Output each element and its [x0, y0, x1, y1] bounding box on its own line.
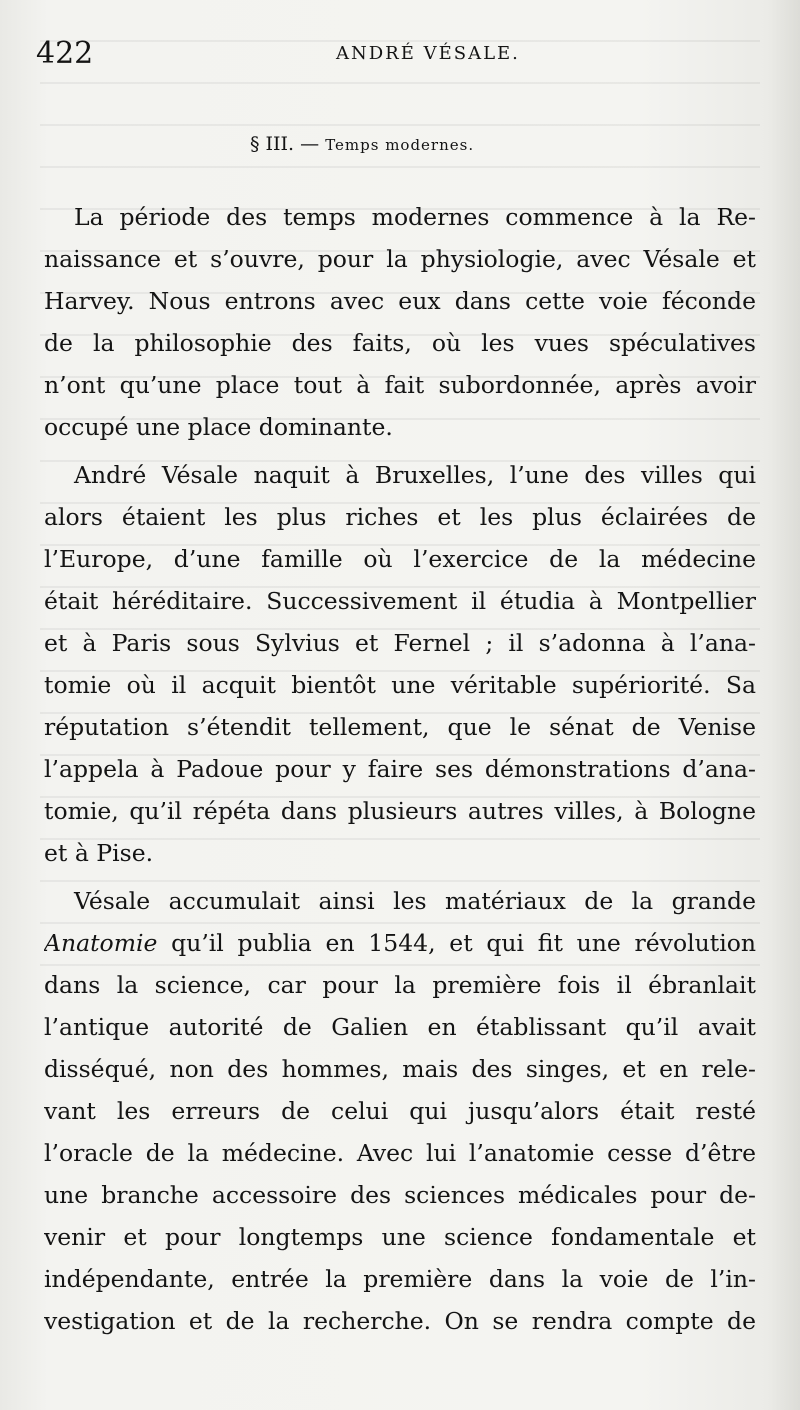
text-line: André Vésale naquit à Bruxelles, l’une des villes qui [74, 461, 756, 489]
text-line: et à Pise. [44, 839, 154, 867]
running-head: ANDRÉ VÉSALE. [336, 43, 520, 64]
text-line: l’appela à Padoue pour y faire ses démonstrations d’ana- [44, 755, 756, 783]
text-line: alors étaient les plus riches et les plus éclairées de [44, 503, 756, 531]
text-line: l’oracle de la médecine. Avec lui l’anatomie cesse d’être [44, 1139, 756, 1167]
section-title-text: Temps modernes. [325, 136, 475, 154]
text-line [44, 922, 756, 964]
text-line: Vésale accumulait ainsi les matériaux de la grande [74, 887, 756, 915]
text-line: n’ont qu’une place tout à fait subordonnée, après avoir [44, 371, 756, 399]
text-line: La période des temps modernes commence à la Re- [74, 203, 756, 231]
paragraph [44, 196, 756, 448]
section-prefix: § III. — [250, 133, 326, 155]
text-line: venir et pour longtemps une science fondamentale et [44, 1223, 756, 1251]
italic-title: Anatomie [44, 929, 158, 957]
text-line: tomie où il acquit bientôt une véritable supériorité. Sa [44, 671, 756, 699]
text-line: de la philosophie des faits, où les vues spéculatives [44, 329, 756, 357]
text-line: tomie, qu’il répéta dans plusieurs autres villes, à Bologne [44, 797, 756, 825]
text-line: disséqué, non des hommes, mais des singes, et en rele- [44, 1055, 756, 1083]
paragraph [44, 880, 756, 1342]
text-line: réputation s’étendit tellement, que le sénat de Venise [44, 713, 756, 741]
text-line: l’antique autorité de Galien en établissant qu’il avait [44, 1013, 756, 1041]
page-header [36, 36, 756, 76]
text-line: l’Europe, d’une famille où l’exercice de la médecine [44, 545, 756, 573]
text-line: vestigation et de la recherche. On se rendra compte de [44, 1307, 756, 1335]
text-line: indépendante, entrée la première dans la voie de l’in- [44, 1265, 756, 1293]
text-line: occupé une place dominante. [44, 413, 393, 441]
paragraph [44, 454, 756, 874]
text-line-rest: qu’il publia en 1544, et qui fit une révolution [157, 929, 756, 957]
text-line: vant les erreurs de celui qui jusqu’alors était resté [44, 1097, 756, 1125]
section-title [250, 132, 474, 157]
text-line: une branche accessoire des sciences médicales pour de- [44, 1181, 756, 1209]
text-line: était héréditaire. Successivement il étudia à Montpellier [44, 587, 756, 615]
text-line: dans la science, car pour la première fois il ébranlait [44, 971, 756, 999]
text-line: Harvey. Nous entrons avec eux dans cette voie féconde [44, 287, 756, 315]
page-number: 422 [36, 36, 94, 71]
text-line: naissance et s’ouvre, pour la physiologie, avec Vésale et [44, 245, 756, 273]
body-text [44, 196, 756, 1342]
text-line: et à Paris sous Sylvius et Fernel ; il s’adonna à l’ana- [44, 629, 756, 657]
